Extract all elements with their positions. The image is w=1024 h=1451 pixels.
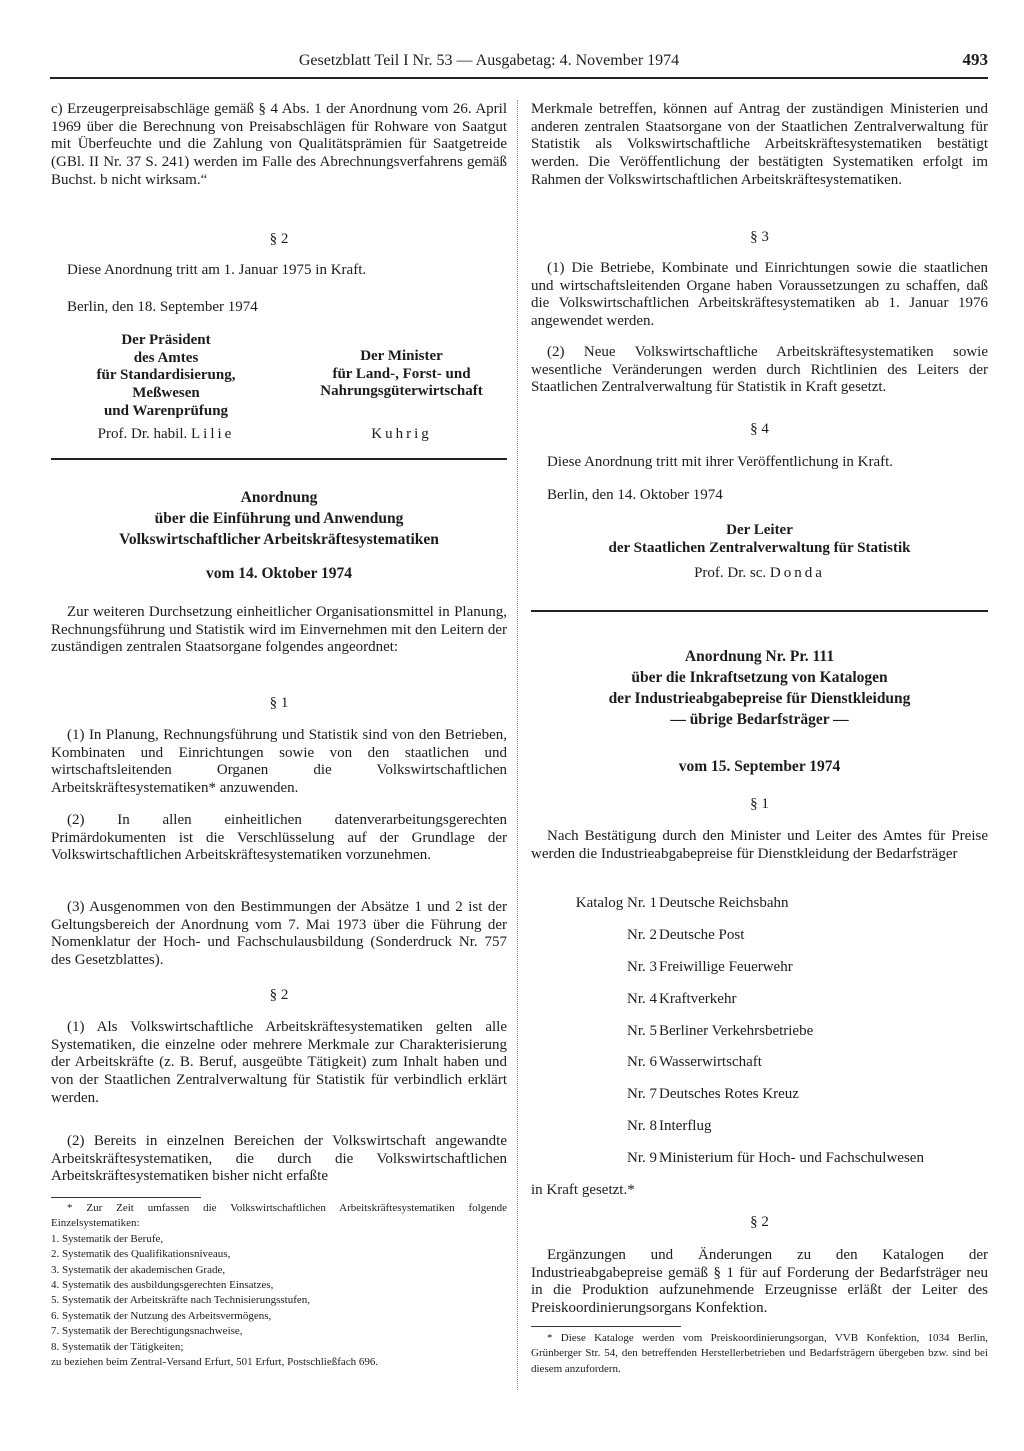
catalog-number: Nr. 2 — [627, 927, 657, 943]
ordinance-date: vom 14. Oktober 1974 — [205, 565, 353, 582]
section-rule-right — [531, 610, 988, 612]
catalog-row — [531, 1150, 988, 1170]
signature-name-line — [531, 565, 988, 583]
sig-left-title: Prof. Dr. habil. — [97, 426, 188, 442]
in-kraft-text: in Kraft gesetzt.* — [531, 1182, 635, 1198]
column-divider — [517, 100, 518, 1390]
section-4-heading: § 4 — [750, 421, 769, 437]
ordinance-title — [51, 487, 507, 550]
sig-right-name: Kuhrig — [371, 426, 432, 442]
catalog-row — [531, 927, 988, 947]
catalog-label: Deutsches Rotes Kreuz — [659, 1086, 799, 1102]
catalog-label: Freiwillige Feuerwehr — [659, 959, 793, 975]
page-number: 493 — [962, 50, 988, 69]
section-1-para-3: (3) Ausgenommen von den Bestimmungen der Absätze 1 und 2 ist der Geltungsbereich der Anordnung vom 7. Mai 1973 über die Führung der Nomenklatur der Hoch- und Fachschulausbildung (Sonderdruck Nr. 757 des Gesetzblattes). — [51, 899, 507, 969]
catalog-number: Nr. 4 — [627, 991, 657, 1007]
catalog-label: Interflug — [659, 1118, 712, 1134]
sig-title: Prof. Dr. sc. — [694, 565, 767, 581]
page-header — [50, 50, 988, 74]
sig-left-line2: des Amtes — [133, 349, 199, 366]
sig-right-line3: Nahrungsgüterwirtschaft — [320, 383, 483, 400]
ordinance-title-2: über die Einführung und Anwendung — [154, 510, 404, 527]
catalog-number: Nr. 6 — [627, 1054, 657, 1070]
signature-left — [51, 332, 281, 421]
header-rule — [50, 77, 988, 79]
sig-left-line1: Der Präsident — [121, 332, 211, 348]
footnote-item: 2. Systematik des Qualifikationsniveaus, — [51, 1248, 231, 1261]
running-head: Gesetzblatt Teil I Nr. 53 — Ausgabetag: 4. November 1974 — [298, 52, 680, 69]
section-2-heading: § 2 — [269, 231, 289, 247]
catalog-row — [531, 1054, 988, 1074]
catalog-row — [531, 1118, 988, 1138]
ordinance2-title-2: über die Inkraftsetzung von Katalogen — [631, 669, 888, 686]
footnote-item: 8. Systematik der Tätigkeiten; — [51, 1340, 184, 1353]
sig-right-line2: für Land-, Forst- und — [332, 365, 471, 382]
place-date-1: Berlin, den 18. September 1974 — [67, 299, 258, 315]
sig-left-name: Lilie — [191, 426, 235, 442]
footnote-right-text: * Diese Kataloge werden vom Preiskoordinierungsorgan, VVB Konfektion, 1034 Berlin, Grünberger Str. 54, den betreffenden Herstellerbetrieben und Bedarfsträgern übergeben bzw. sind bei diesem anzufordern. — [531, 1332, 988, 1375]
ord2-section-1-heading: § 1 — [750, 796, 769, 812]
ord2-section-1-text: Nach Bestätigung durch den Minister und Leiter des Amtes für Preise werden die Industrieabgabepreise für Dienstkleidung der Bedarfsträger — [531, 828, 988, 862]
catalog-number: Nr. 7 — [627, 1086, 657, 1102]
footnote-left — [51, 1201, 507, 1370]
sig-name: Donda — [769, 565, 825, 581]
footnote-item: 7. Systematik der Berechtigungsnachweise, — [51, 1325, 243, 1338]
continuation-text: Merkmale betreffen, können auf Antrag der zuständigen Ministerien und anderen zentralen Staatsorgane von der Staatlichen Zentralverwaltung für Statistik als Volkswirtschaftliche Arbeitskräftesystematiken bestätigt werden. Die Veröffentlichung der bestätigten Systematiken erfolgt im Rahmen der Volkswirtschaftlichen Arbeitskräftesystematiken. — [531, 101, 988, 188]
ordinance2-title-1: Anordnung Nr. Pr. 111 — [684, 648, 835, 665]
sig-left-line3: für Standardisierung, — [96, 367, 236, 384]
catalog-number: Katalog Nr. 1 — [575, 895, 657, 911]
ordinance2-title-4: — übrige Bedarfsträger — — [670, 711, 849, 728]
catalog-number: Nr. 3 — [627, 959, 657, 975]
place-date-2: Berlin, den 14. Oktober 1974 — [547, 487, 723, 503]
footnote-rule-right — [531, 1326, 681, 1327]
footnote-rule — [51, 1197, 201, 1198]
section-3-heading: § 3 — [750, 229, 769, 245]
footnote-item: 5. Systematik der Arbeitskräfte nach Technisierungsstufen, — [51, 1294, 310, 1307]
section-2b-heading: § 2 — [269, 987, 289, 1003]
catalog-label: Wasserwirtschaft — [659, 1054, 762, 1070]
catalog-number: Nr. 9 — [627, 1150, 657, 1166]
ord2-section-2-text: Ergänzungen und Änderungen zu den Katalogen der Industrieabgabepreise gemäß § 1 für auf Forderung der Bedarfsträger neu in die Produktion aufzunehmende Erzeugnisse erläßt der Leiter des Preiskoordinierungsorgans Konfektion. — [531, 1247, 988, 1317]
catalog-label: Deutsche Reichsbahn — [659, 895, 789, 911]
footnote-right — [531, 1331, 988, 1377]
catalog-number: Nr. 8 — [627, 1118, 657, 1134]
preamble: Zur weiteren Durchsetzung einheitlicher Organisationsmittel in Planung, Rechnungsführung und Statistik wird im Einvernehmen mit den Leitern der zuständigen zentralen Staatsorgane folgendes angeordnet: — [51, 604, 507, 656]
ordinance2-date: vom 15. September 1974 — [678, 758, 841, 775]
ord2-section-2-heading: § 2 — [750, 1214, 769, 1230]
sig-left-line5: und Warenprüfung — [103, 402, 229, 419]
signature-right — [296, 348, 507, 401]
section-4-text: Diese Anordnung tritt mit ihrer Veröffentlichung in Kraft. — [547, 454, 894, 470]
catalog-row — [531, 991, 988, 1011]
catalog-label: Berliner Verkehrsbetriebe — [659, 1023, 814, 1039]
section-1-heading: § 1 — [269, 695, 289, 711]
signature-left-name — [51, 426, 281, 444]
footnote-tail: zu beziehen beim Zentral-Versand Erfurt, 501 Erfurt, Postschließfach 696. — [51, 1356, 379, 1369]
catalog-number: Nr. 5 — [627, 1023, 657, 1039]
section-1-para-2: (2) In allen einheitlichen datenverarbeitungsgerechten Primärdokumenten ist die Verschlüsselung auf der Grundlage der Volkswirtschaftlichen Arbeitskräftesystematiken vorzunehmen. — [51, 812, 507, 864]
sig-right-line1: Der Minister — [360, 348, 443, 364]
ordinance-title-3: Volkswirtschaftlicher Arbeitskräftesystematiken — [119, 531, 439, 548]
footnote-item: 1. Systematik der Berufe, — [51, 1232, 164, 1245]
ordinance-title-1: Anordnung — [240, 489, 318, 506]
sig-left-line4: Meßwesen — [132, 385, 200, 402]
sig-line1: Der Leiter — [726, 522, 793, 538]
catalog-label: Kraftverkehr — [659, 991, 737, 1007]
item-c: c) Erzeugerpreisabschläge gemäß § 4 Abs. 1 der Anordnung vom 26. April 1969 über die Berechnung von Preisabschlägen für Rohware von Saatgut mit Überfeuchte und die Zahlung von Qualitätsprämien für Saatgetreide (GBl. II Nr. 37 S. 241) werden im Falle des Abrechnungsverfahrens gemäß Buchst. b nicht wirksam.“ — [51, 101, 507, 188]
catalog-label: Deutsche Post — [659, 927, 745, 943]
sig-line2: der Staatlichen Zentralverwaltung für Statistik — [608, 539, 911, 556]
catalog-label: Ministerium für Hoch- und Fachschulwesen — [659, 1150, 924, 1166]
section-3-para-2: (2) Neue Volkswirtschaftliche Arbeitskräftesystematiken sowie wesentliche Veränderungen werden durch Richtlinien des Leiters der Staatlichen Zentralverwaltung für Statistik in Kraft gesetzt. — [531, 344, 988, 396]
section-2-text: Diese Anordnung tritt am 1. Januar 1975 in Kraft. — [67, 262, 367, 278]
ordinance2-title-3: der Industrieabgabepreise für Dienstkleidung — [608, 690, 911, 707]
section-1-para-1: (1) In Planung, Rechnungsführung und Statistik sind von den Betrieben, Kombinaten und Einrichtungen sowie von den staatlichen und wirtschaftsleitenden Organen die Volkswirtschaftlichen Arbeitskräftesystematiken* anzuwenden. — [51, 727, 507, 797]
footnote-item: 3. Systematik der akademischen Grade, — [51, 1263, 226, 1276]
footnote-item: 4. Systematik des ausbildungsgerechten Einsatzes, — [51, 1279, 274, 1292]
signature-right-col — [531, 522, 988, 557]
catalog-row — [531, 1023, 988, 1043]
ordinance2-title — [531, 646, 988, 730]
footnote-intro: * Zur Zeit umfassen die Volkswirtschaftlichen Arbeitskräftesystematiken folgende Einzelsystematiken: — [51, 1202, 507, 1230]
footnote-item: 6. Systematik der Nutzung des Arbeitsvermögens, — [51, 1309, 272, 1322]
catalog-row — [531, 1086, 988, 1106]
catalog-row — [531, 895, 988, 915]
section-rule — [51, 458, 507, 460]
section-3-para-1: (1) Die Betriebe, Kombinate und Einrichtungen sowie die staatlichen und wirtschaftsleitenden Organe haben Voraussetzungen zu schaffen, daß die Volkswirtschaftlichen Arbeitskräftesystematiken ab 1. Januar 1976 angewendet werden. — [531, 260, 988, 330]
section-2b-para-2: (2) Bereits in einzelnen Bereichen der Volkswirtschaft angewandte Arbeitskräftesystematiken, die durch die Volkswirtschaftlichen Arbeitskräftesystematiken bisher nicht erfaßte — [51, 1133, 507, 1185]
section-2b-para-1: (1) Als Volkswirtschaftliche Arbeitskräftesystematiken gelten alle Systematiken, die einzelne oder mehrere Merkmale zur Charakterisierung der Arbeitskräfte (z. B. Beruf, ausgeübte Tätigkeit) zum Inhalt haben und von der Staatlichen Zentralverwaltung für Statistik für verbindlich erklärt werden. — [51, 1019, 507, 1106]
catalog-row — [531, 959, 988, 979]
